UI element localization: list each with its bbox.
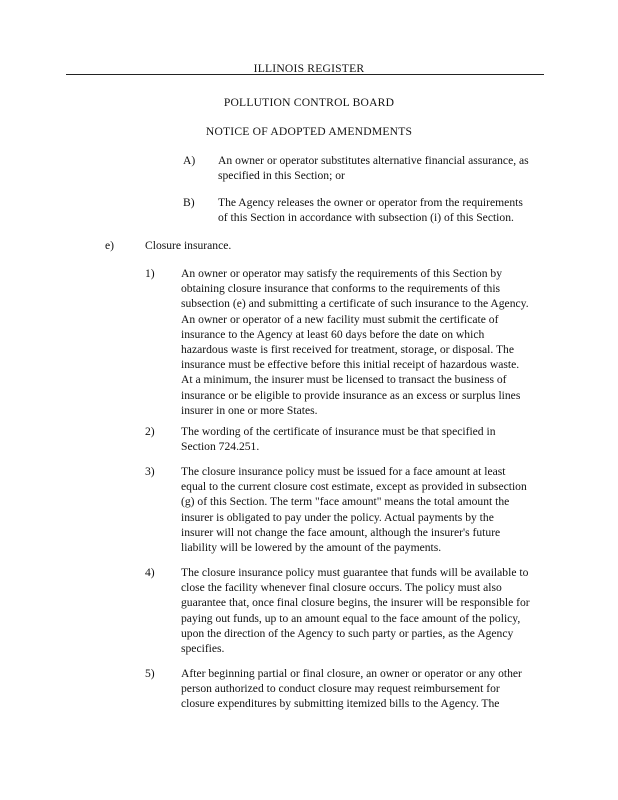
item-label: 1)	[145, 267, 155, 280]
item-label: B)	[183, 196, 195, 209]
text-line: subsection (e) and submitting a certificate of such insurance to the Agency.	[181, 297, 529, 311]
text-line: insurer in one or more States.	[181, 403, 318, 417]
text-line: The closure insurance policy must guarantee that funds will be available to	[181, 566, 529, 579]
text-line: of this Section in accordance with subsection (i) of this Section.	[218, 211, 514, 225]
text-line: guarantee that, once final closure begins, the insurer will be responsible for	[181, 596, 530, 610]
item-text	[181, 565, 530, 656]
text-line: insurer will not change the face amount, although the insurer's future	[181, 525, 501, 539]
header-rule	[66, 74, 544, 75]
text-line: The closure insurance policy must be issued for a face amount at least	[181, 465, 506, 478]
item-text	[218, 195, 523, 225]
text-line: (g) of this Section. The term "face amount" means the total amount the	[181, 495, 510, 509]
item-text	[181, 266, 529, 418]
item-label: 5)	[145, 667, 155, 680]
item-text	[218, 153, 529, 183]
text-line: upon the direction of the Agency to such party or parties, as the Agency	[181, 626, 514, 640]
text-line: insurance to the Agency at least 60 days before the date on which	[181, 327, 485, 341]
text-line: specified in this Section; or	[218, 169, 345, 183]
item-text	[181, 464, 527, 555]
item-label: e)	[105, 239, 115, 252]
notice-title: NOTICE OF ADOPTED AMENDMENTS	[205, 125, 413, 138]
text-line: The Agency releases the owner or operator from the requirements	[218, 196, 523, 209]
register-title: ILLINOIS REGISTER	[253, 62, 365, 75]
text-line: specifies.	[181, 642, 225, 656]
item-text	[181, 666, 522, 712]
board-title: POLLUTION CONTROL BOARD	[223, 96, 395, 109]
text-line: After beginning partial or final closure, an owner or operator or any other	[181, 667, 522, 680]
text-line: close the facility whenever final closure occurs. The policy must also	[181, 581, 502, 595]
item-label: 3)	[145, 465, 155, 478]
text-line: hazardous waste is first received for treatment, storage, or disposal. The	[181, 343, 514, 357]
item-text	[181, 424, 496, 454]
text-line: Closure insurance.	[145, 239, 232, 252]
text-line: closure expenditures by submitting itemized bills to the Agency. The	[181, 697, 500, 711]
item-label: 2)	[145, 425, 155, 438]
item-text	[145, 238, 231, 253]
text-line: insurance or be eligible to provide insurance as an excess or surplus lines	[181, 388, 521, 402]
text-line: An owner or operator substitutes alternative financial assurance, as	[218, 154, 529, 167]
text-line: insurer is obligated to pay under the policy. Actual payments by the	[181, 510, 494, 524]
text-line: equal to the current closure cost estimate, except as provided in subsection	[181, 480, 527, 494]
item-label: A)	[183, 154, 196, 167]
text-line: An owner or operator may satisfy the requirements of this Section by	[181, 267, 503, 280]
text-line: The wording of the certificate of insurance must be that specified in	[181, 425, 496, 438]
text-line: Section 724.251.	[181, 440, 260, 454]
text-line: person authorized to conduct closure may request reimbursement for	[181, 682, 500, 696]
item-label: 4)	[145, 566, 155, 579]
text-line: insurance must be effective before this initial receipt of hazardous waste.	[181, 358, 520, 372]
text-line: paying out funds, up to an amount equal to the face amount of the policy,	[181, 611, 521, 625]
text-line: At a minimum, the insurer must be licensed to transact the business of	[181, 373, 507, 387]
text-line: obtaining closure insurance that conforms to the requirements of this	[181, 282, 501, 296]
text-line: liability will be lowered by the amount of the payments.	[181, 541, 442, 555]
text-line: An owner or operator of a new facility must submit the certificate of	[181, 312, 499, 326]
